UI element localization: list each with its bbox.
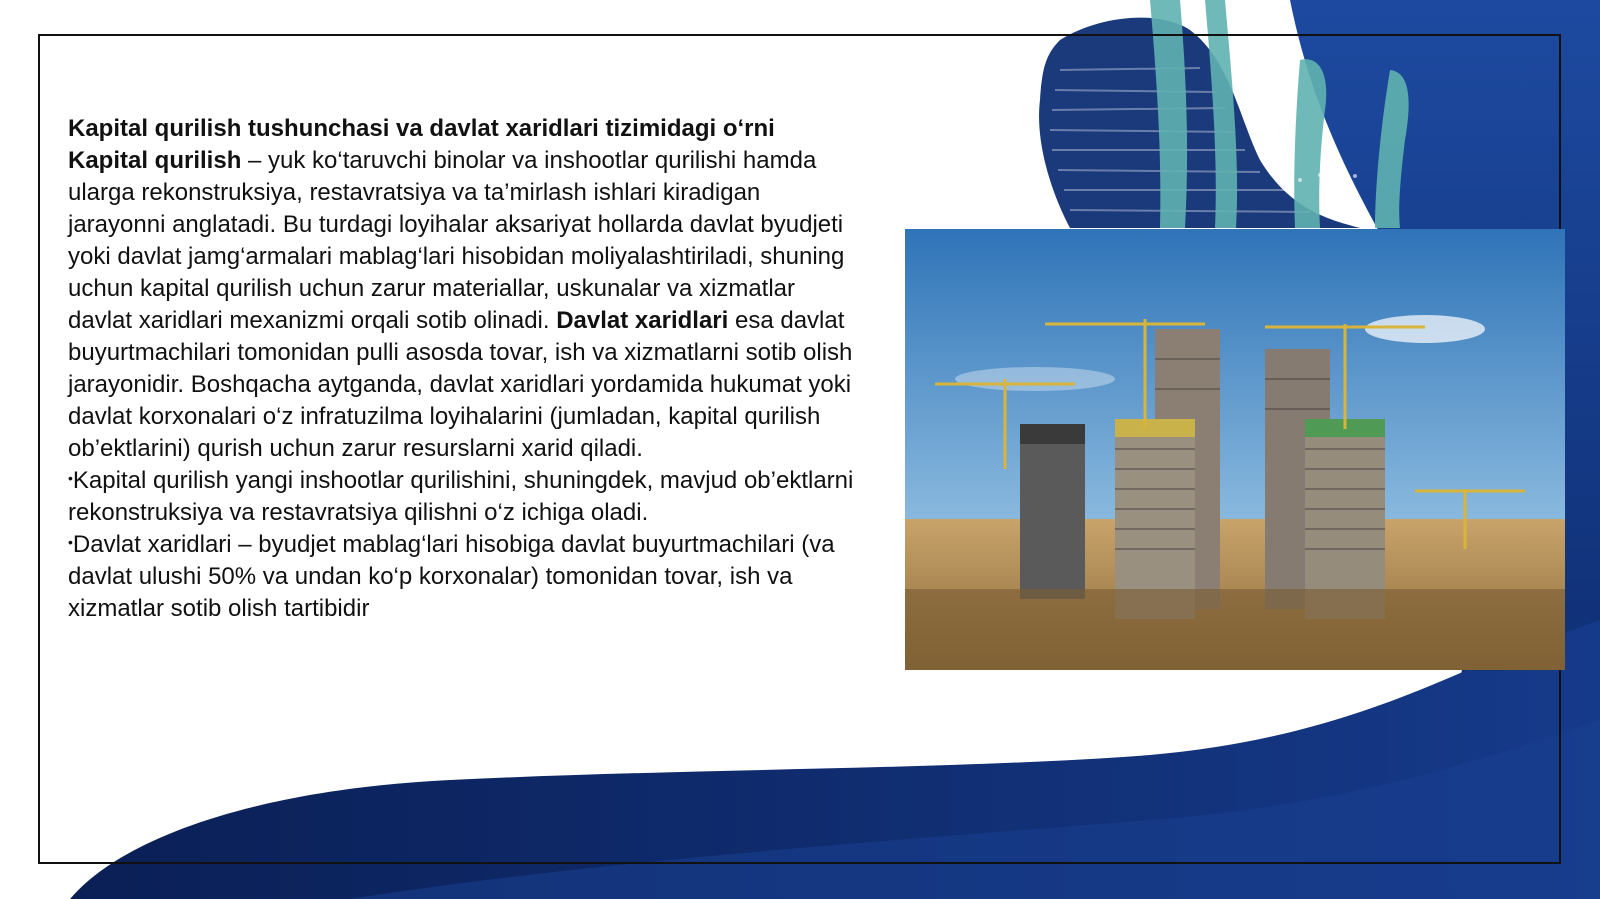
bullet-text-1: Kapital qurilish yangi inshootlar qurilishini, shuningdek, mavjud ob’ektlarni rekonstruksiya va restavratsiya qilishni o‘z ichiga oladi. <box>68 467 854 526</box>
term-davlat-xaridlari: Davlat xaridlari <box>556 307 729 334</box>
paragraph-text-2: esa davlat buyurtmachilari tomonidan pulli asosda tovar, ish va xizmatlarni sotib olish jarayonidir. Boshqacha aytganda, davlat xaridlari yordamida hukumat yoki davlat korxonalari o‘z infratuzilma loyihalarini (jumladan, kapital qurilish ob’ektlarini) qurish uchun zarur resurslarni xarid qiladi. <box>68 307 853 462</box>
content-text <box>68 113 858 625</box>
bullet-icon: • <box>68 470 73 486</box>
bullet-item-1 <box>68 465 858 529</box>
tower-left <box>1020 424 1085 599</box>
construction-site-photo <box>905 229 1565 670</box>
bullet-icon: • <box>68 534 73 550</box>
main-paragraph <box>68 145 858 465</box>
bullet-text-2: Davlat xaridlari – byudjet mablag‘lari hisobiga davlat buyurtmachilari (va davlat ulushi 50% va undan ko‘p korxonalar) tomonidan tovar, ish va xizmatlar sotib olish tartibidir <box>68 531 835 622</box>
slide-title: Kapital qurilish tushunchasi va davlat xaridlari tizimidagi o‘rni <box>68 115 775 142</box>
construction-photo-illustration <box>905 229 1565 670</box>
bullet-item-2 <box>68 529 858 625</box>
paragraph-text-1: – yuk ko‘taruvchi binolar va inshootlar qurilishi hamda ularga rekonstruksiya, restavratsiya va ta’mirlash ishlari kiradigan jarayonni anglatadi. Bu turdagi loyihalar aksariyat hollarda davlat byudjeti yoki davlat jamg‘armalari mablag‘lari hisobidan moliyalashtiriladi, shuning uchun kapital qurilish uchun zarur materiallar, uskunalar va xizmatlar davlat xaridlari mexanizmi orqali sotib olinadi. <box>68 147 845 334</box>
term-kapital-qurilish: Kapital qurilish <box>68 147 242 174</box>
